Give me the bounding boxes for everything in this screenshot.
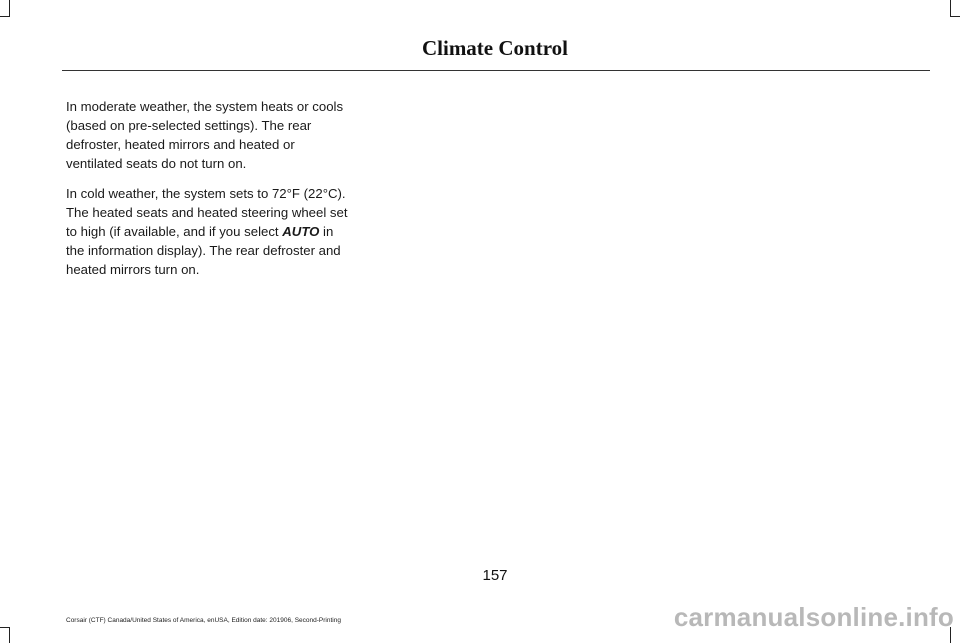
edition-footer: Corsair (CTF) Canada/United States of America, enUSA, Edition date: 201906, Second-Printing: [66, 617, 341, 624]
page-title: Climate Control: [421, 36, 568, 60]
header-divider: [62, 70, 930, 71]
crop-mark-bottom-left-horizontal: [0, 627, 10, 628]
crop-mark-top-right-horizontal: [950, 16, 960, 17]
auto-emphasis: AUTO: [282, 224, 320, 239]
body-column: [66, 97, 351, 290]
paragraph-moderate-weather: In moderate weather, the system heats or cools (based on pre-selected settings). The rear defroster, heated mirrors and heated or ventilated seats do not turn on.: [66, 99, 344, 171]
page-number: 157: [482, 567, 508, 584]
crop-mark-bottom-left-vertical: [9, 627, 10, 643]
paragraph-cold-weather: [66, 184, 351, 279]
paragraph-cold-weather-text-start: In cold weather, the system sets to 72°F (22°C). The heated seats and heated steering wheel set to high (if available, and if you select: [66, 186, 348, 239]
crop-mark-top-left-vertical: [9, 0, 10, 16]
paragraph-cold-weather-text-end: in the information display). The rear defroster and heated mirrors turn on.: [66, 224, 341, 277]
crop-mark-top-left-horizontal: [0, 16, 10, 17]
watermark-logo: carmanualsonline.info: [673, 602, 954, 632]
crop-mark-top-right-vertical: [950, 0, 951, 16]
